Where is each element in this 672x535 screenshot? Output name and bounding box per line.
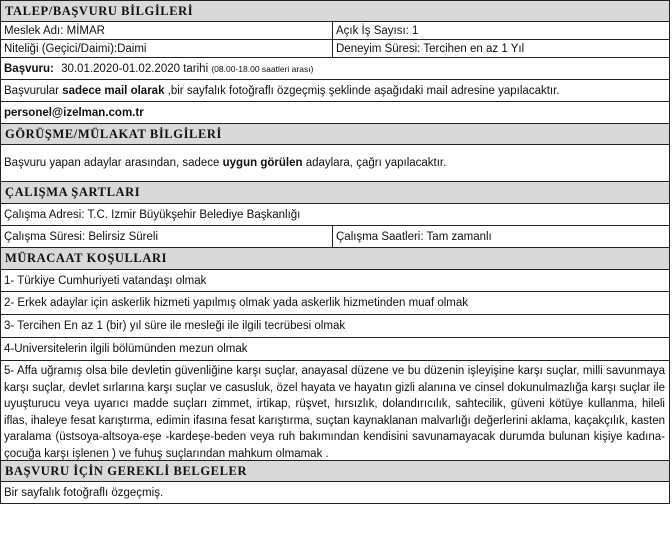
condition-item — [1, 270, 669, 292]
section-title: MÜRACAAT KOŞULLARI — [5, 251, 168, 265]
row-belge — [1, 482, 669, 504]
condition-item — [1, 361, 669, 461]
email-address: personel@izelman.com.tr — [4, 106, 144, 119]
row-meslek — [1, 22, 669, 40]
condition-text-long: 5- Affa uğramış olsa bile devletin güvenliğine karşı suçlar, anayasal düzene ve bu düzenin işleyişine karşı suçlar, milli savunmaya karşı suçlar, devlet sırlarına karşı suçlar ve casusluk, özel hayata ve hayatın gizli alanına ve cinsel dokunulmazlığa karşı suçlar ile uyuşturucu veya uyarıcı madde suçları zimmet, irtikap, rüşvet, hırsızlık, dolandırıcılık, sahtecilik, güveni kötüye kullanma, hileli iflas, ihaleye fesat karıştırma, edimin ifasına fesat karıştırma, suçtan kaynaklanan malvarlığı değerlerini aklama, kaçakçılık, kasten yaralama (üstsoya-altsoya-eşe -kardeşe-beden veya ruh bakımından kendisini savunamayacak durumda bulunan kişiye kadına- çocuğa karşı işlenen ) ve fuhuş suçlarından mahkum olmamak . — [4, 365, 665, 460]
section-header-muracaat — [1, 248, 669, 270]
gorusme-bold: uygun görülen — [222, 157, 303, 169]
mail-info-post: ,bir sayfalık fotoğraflı özgeçmiş şeklinde aşağıdaki mail adresine yapılacaktır. — [164, 84, 560, 97]
basvuru-cell — [1, 63, 313, 75]
condition-item — [1, 338, 669, 361]
section-title: TALEP/BAŞVURU BİLGİLERİ — [5, 3, 194, 18]
basvuru-label: Başvuru: — [4, 62, 54, 75]
belge-item: Bir sayfalık fotoğraflı özgeçmiş. — [4, 486, 164, 499]
section-header-gorusme — [1, 124, 669, 145]
mail-info-cell — [1, 85, 560, 97]
niteligi-cell: Niteliği (Geçici/Daimi):Daimi — [4, 42, 147, 55]
calisma-suresi: Çalışma Süresi: Belirsiz Süreli — [4, 230, 159, 243]
row-mail-info — [1, 80, 669, 102]
section-header-calisma — [1, 182, 669, 204]
section-title: GÖRÜŞME/MÜLAKAT BİLGİLERİ — [5, 126, 223, 141]
row-gorusme-text — [1, 145, 669, 182]
gorusme-text — [1, 157, 446, 169]
condition-text: 3- Tercihen En az 1 (bir) yıl süre ile mesleği ile ilgili tecrübesi olmak — [4, 320, 346, 332]
calisma-adresi: Çalışma Adresi: T.C. İzmir Büyükşehir Belediye Başkanlığı — [4, 208, 301, 221]
row-calisma-suresi — [1, 226, 669, 248]
condition-item — [1, 315, 669, 338]
condition-text: 1- Türkiye Cumhuriyeti vatandaşı olmak — [4, 274, 207, 287]
gorusme-post: adaylara, çağrı yapılacaktır. — [302, 157, 447, 169]
calisma-saatleri: Çalışma Saatleri: Tam zamanlı — [332, 226, 669, 247]
basvuru-dates: 30.01.2020-01.02.2020 tarihi — [61, 62, 209, 75]
condition-text: 2- Erkek adaylar için askerlik hizmeti yapılmış olmak yada askerlik hizmetinden muaf olmak — [4, 297, 469, 309]
section-header-belgeler — [1, 461, 669, 482]
meslek-cell: Meslek Adı: MİMAR — [4, 24, 105, 37]
row-niteligi — [1, 40, 669, 58]
mail-info-bold: sadece mail olarak — [62, 84, 165, 97]
gorusme-pre: Başvuru yapan adaylar arasından, sadece — [4, 157, 223, 169]
section-title: BAŞVURU İÇİN GEREKLİ BELGELER — [5, 463, 248, 478]
row-email — [1, 102, 669, 124]
acik-is-cell: Açık İş Sayısı: 1 — [332, 22, 669, 39]
row-basvuru — [1, 58, 669, 80]
deneyim-cell: Deneyim Süresi: Tercihen en az 1 Yıl — [332, 40, 669, 57]
condition-text: 4-Üniversitelerin ilgili bölümünden mezun olmak — [4, 343, 248, 355]
row-calisma-adresi — [1, 204, 669, 226]
section-title: ÇALIŞMA ŞARTLARI — [5, 185, 141, 199]
basvuru-hours: (08.00-18.00 saatleri arası) — [211, 63, 314, 74]
condition-item — [1, 292, 669, 315]
section-header-talep — [1, 0, 669, 22]
mail-info-pre: Başvurular — [4, 84, 63, 97]
